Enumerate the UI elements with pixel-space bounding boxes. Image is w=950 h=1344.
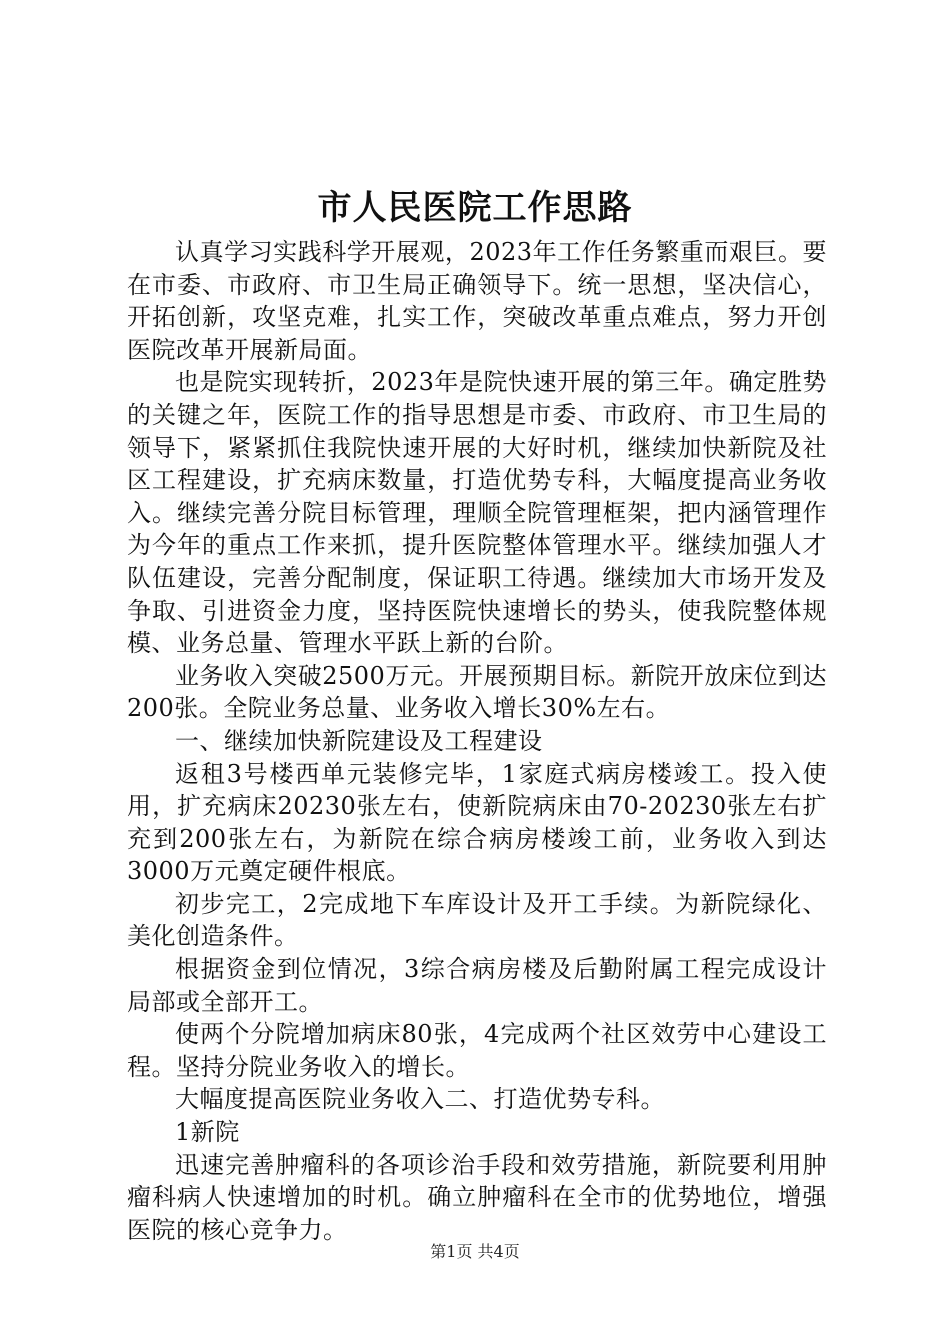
section-heading: 一、继续加快新院建设及工程建设 xyxy=(175,726,543,755)
sub-heading: 1新院 xyxy=(175,1118,240,1147)
document-body xyxy=(127,236,827,1246)
paragraph: 初步完工，2完成地下车库设计及开工手续。为新院绿化、美化创造条件。 xyxy=(127,889,827,951)
page-footer: 第1页 共4页 xyxy=(430,1242,520,1261)
paragraph: 认真学习实践科学开展观，2023年工作任务繁重而艰巨。要在市委、市政府、市卫生局正确领导下。统一思想，坚决信心，开拓创新，攻坚克难，扎实工作，突破改革重点难点，努力开创医院改革开展新局面。 xyxy=(127,238,827,364)
paragraph: 迅速完善肿瘤科的各项诊治手段和效劳措施，新院要利用肿瘤科病人快速增加的时机。确立肿瘤科在全市的优势地位，增强医院的核心竞争力。 xyxy=(127,1150,827,1244)
paragraph: 也是院实现转折，2023年是院快速开展的第三年。确定胜势的关键之年，医院工作的指导思想是市委、市政府、市卫生局的领导下，紧紧抓住我院快速开展的大好时机，继续加快新院及社区工程建设，扩充病床数量，打造优势专科，大幅度提高业务收入。继续完善分院目标管理，理顺全院管理框架，把内涵管理作为今年的重点工作来抓，提升医院整体管理水平。继续加强人才队伍建设，完善分配制度，保证职工待遇。继续加大市场开发及争取、引进资金力度，坚持医院快速增长的势头，使我院整体规模、业务总量、管理水平跃上新的台阶。 xyxy=(127,368,827,658)
paragraph: 根据资金到位情况，3综合病房楼及后勤附属工程完成设计局部或全部开工。 xyxy=(127,955,827,1016)
paragraph: 返租3号楼西单元装修完毕，1家庭式病房楼竣工。投入使用，扩充病床20230张左右，使新院病床由70-20230张左右扩充到200张左右，为新院在综合病房楼竣工前，业务收入到达3000万元奠定硬件根底。 xyxy=(127,759,827,886)
section-heading: 大幅度提高医院业务收入二、打造优势专科。 xyxy=(175,1085,665,1114)
document-title: 市人民医院工作思路 xyxy=(317,188,633,228)
paragraph: 业务收入突破2500万元。开展预期目标。新院开放床位到达200张。全院业务总量、业务收入增长30%左右。 xyxy=(127,661,827,723)
paragraph: 使两个分院增加病床80张，4完成两个社区效劳中心建设工程。坚持分院业务收入的增长。 xyxy=(127,1020,827,1081)
